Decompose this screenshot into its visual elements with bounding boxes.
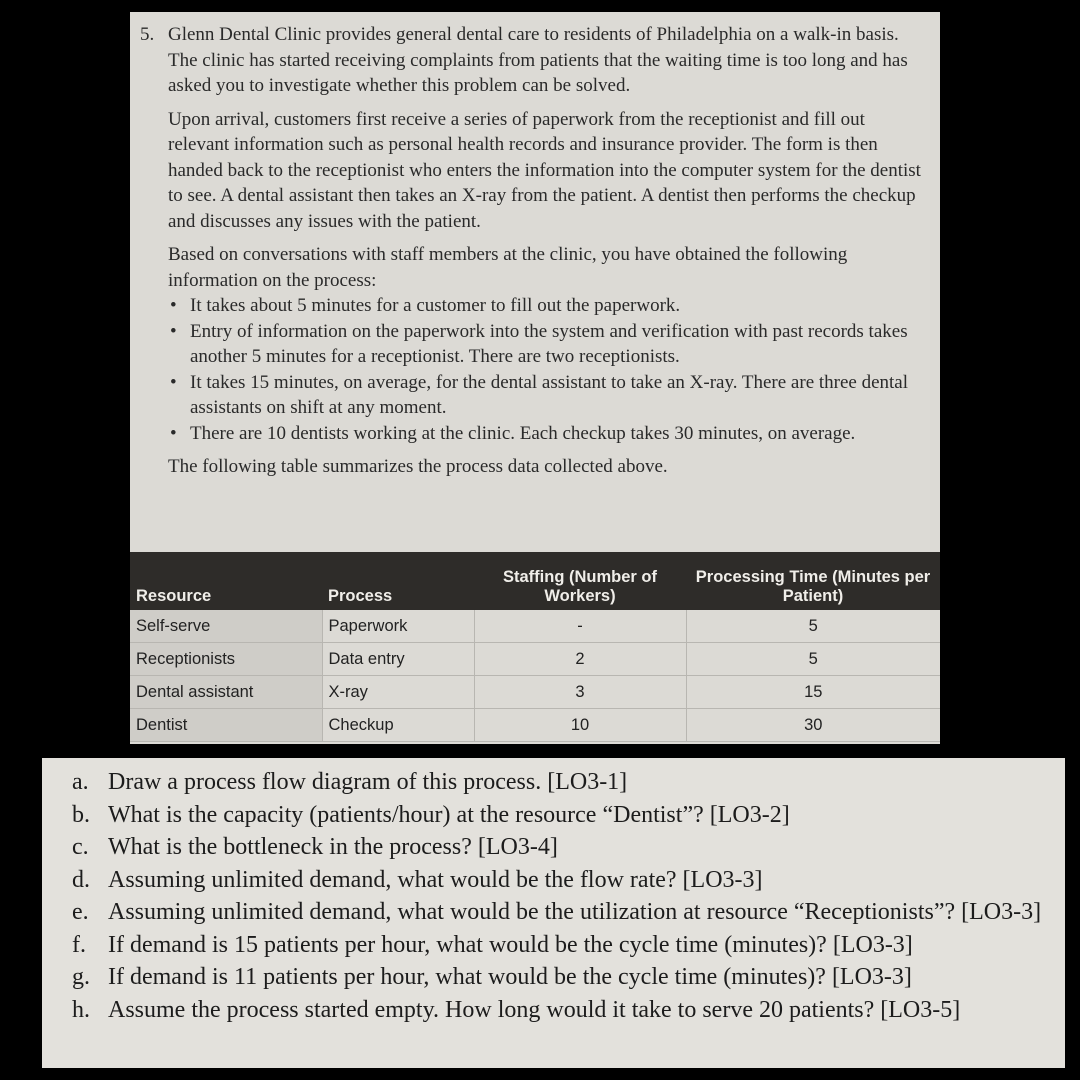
question-text: What is the capacity (patients/hour) at the resource “Dentist”? [LO3-2]	[108, 801, 790, 828]
table-header-row	[130, 552, 940, 610]
cell-staffing: 3	[474, 676, 686, 709]
question-label: f.	[72, 931, 86, 958]
table-intro: The following table summarizes the process data collected above.	[168, 456, 668, 477]
cell-resource: Receptionists	[130, 643, 322, 676]
question-item	[72, 961, 1057, 994]
table-row	[130, 676, 940, 709]
question-label: c.	[72, 834, 89, 860]
problem-number: 5.	[140, 24, 155, 45]
cell-processing-time: 15	[686, 676, 940, 709]
question-label: e.	[72, 899, 89, 925]
question-item	[72, 929, 1057, 962]
question-text: Assuming unlimited demand, what would be the utilization at resource “Receptionists”? [LO3-3]	[108, 899, 1042, 925]
question-label: h.	[72, 996, 90, 1023]
cell-process: Data entry	[322, 643, 474, 676]
cell-processing-time: 5	[686, 610, 940, 643]
question-text: Draw a process flow diagram of this process. [LO3-1]	[108, 769, 628, 795]
cell-processing-time: 5	[686, 643, 940, 676]
question-item	[72, 864, 1057, 897]
lead-in: Based on conversations with staff members at the clinic, you have obtained the following information on the process:	[168, 244, 848, 291]
textbook-page-top	[130, 12, 940, 744]
question-label: g.	[72, 964, 90, 990]
process-description: Upon arrival, customers first receive a series of paperwork from the receptionist and fill out relevant information such as personal health records and insurance provider. The form is then handed back to the receptionist who enters the information into the computer system for the dentist to see. A dental assistant then takes an X-ray from the patient. A dentist then performs the checkup and discusses any issues with the patient.	[168, 108, 921, 232]
bullet-item: • There are 10 dentists working at the clinic. Each checkup takes 30 minutes, on average.	[168, 421, 930, 447]
question-label: a.	[72, 769, 89, 795]
question-text: What is the bottleneck in the process? [LO3-4]	[108, 834, 558, 860]
bullet-item: • Entry of information on the paperwork into the system and verification with past records takes another 5 minutes for a receptionist. There are two receptionists.	[168, 319, 930, 370]
textbook-page-bottom	[42, 758, 1065, 1068]
question-item	[72, 766, 1057, 799]
question-item	[72, 994, 1057, 1027]
question-item	[72, 799, 1057, 832]
cell-resource: Self-serve	[130, 610, 322, 643]
info-bullets	[138, 293, 930, 446]
cell-process: Checkup	[322, 709, 474, 742]
question-text: If demand is 11 patients per hour, what would be the cycle time (minutes)? [LO3-3]	[108, 964, 912, 990]
cell-resource: Dental assistant	[130, 676, 322, 709]
header-processing-time: Processing Time (Minutes per Patient)	[695, 568, 931, 605]
process-data-table	[130, 552, 940, 742]
question-text: Assuming unlimited demand, what would be the flow rate? [LO3-3]	[108, 866, 763, 893]
question-list	[72, 766, 1057, 1026]
cell-resource: Dentist	[130, 709, 322, 742]
question-text: If demand is 15 patients per hour, what would be the cycle time (minutes)? [LO3-3]	[108, 931, 913, 958]
problem-intro: 5. Glenn Dental Clinic provides general dental care to residents of Philadelphia on a walk-in basis. The clinic has started receiving complaints from patients that the waiting time is too long and has asked you to investigate whether this problem can be solved.	[140, 24, 908, 96]
question-label: d.	[72, 866, 90, 893]
question-item	[72, 831, 1057, 864]
bullet-item: • It takes about 5 minutes for a customer to fill out the paperwork.	[168, 293, 930, 319]
cell-staffing: -	[474, 610, 686, 643]
question-label: b.	[72, 801, 90, 828]
cell-staffing: 10	[474, 709, 686, 742]
cell-process: Paperwork	[322, 610, 474, 643]
table-row	[130, 610, 940, 643]
cell-staffing: 2	[474, 643, 686, 676]
header-resource: Resource	[136, 587, 212, 605]
bullet-item: • It takes 15 minutes, on average, for the dental assistant to take an X-ray. There are three dental assistants on shift at any moment.	[168, 370, 930, 421]
header-process: Process	[328, 587, 393, 605]
header-staffing: Staffing (Number of Workers)	[503, 568, 657, 605]
table-row	[130, 643, 940, 676]
question-text: Assume the process started empty. How long would it take to serve 20 patients? [LO3-5]	[108, 996, 961, 1023]
cell-processing-time: 30	[686, 709, 940, 742]
cell-process: X-ray	[322, 676, 474, 709]
table-row	[130, 709, 940, 742]
question-item	[72, 896, 1057, 929]
problem-text	[138, 22, 930, 488]
